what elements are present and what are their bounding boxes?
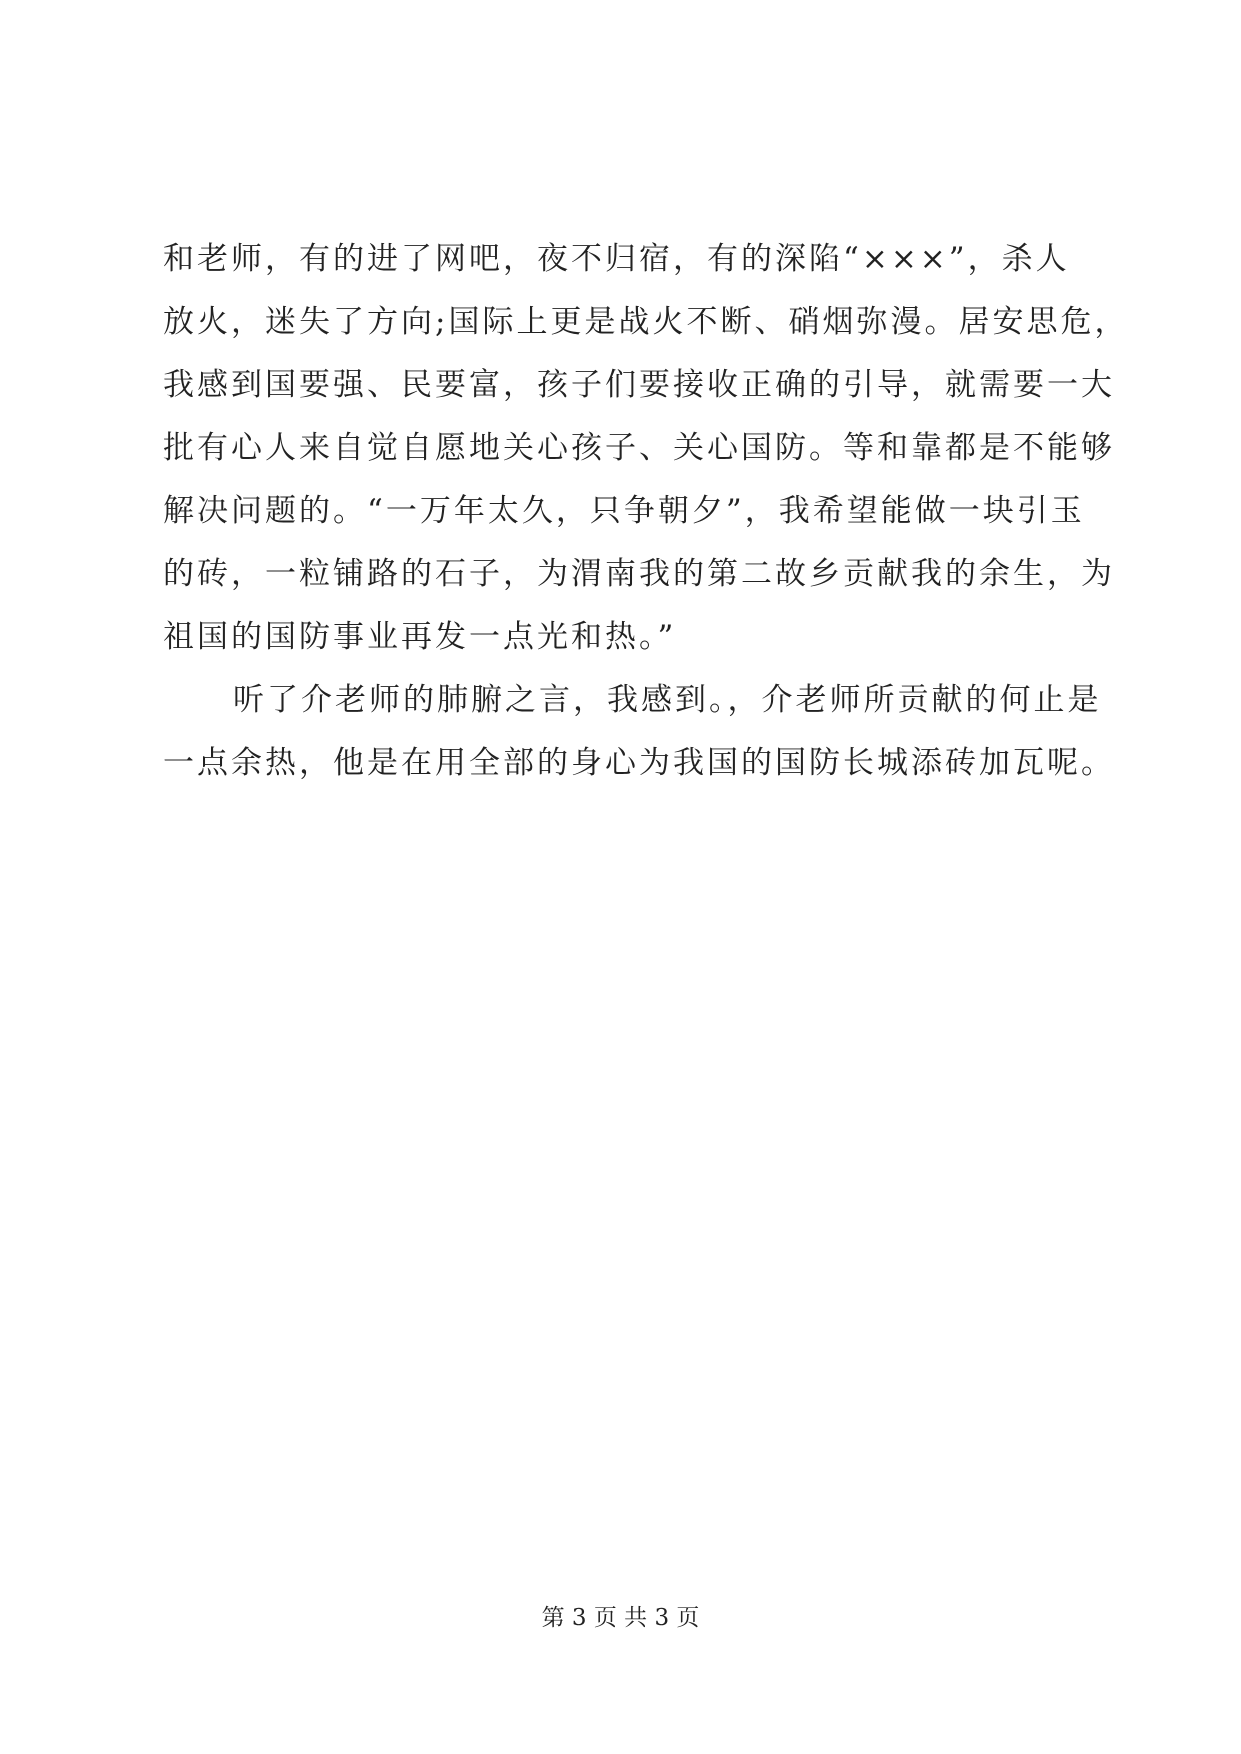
text-line: 批有心人来自觉自愿地关心孩子、关心国防。等和靠都是不能够 [163,430,1115,466]
text-line: 祖国的国防事业再发一点光和热。” [163,619,677,655]
paragraph-first-line: 听了介老师的肺腑之言，我感到。，介老师所贡献的何止是 [233,682,1102,718]
text-line: 解决问题的。“一万年太久，只争朝夕”，我希望能做一块引玉 [163,493,1085,529]
text-line: 一点余热，他是在用全部的身心为我国的国防长城添砖加瓦呢。 [163,745,1115,781]
text-line: 放火，迷失了方向;国际上更是战火不断、硝烟弥漫。居安思危， [163,304,1129,340]
text-line: 我感到国要强、民要富，孩子们要接收正确的引导，就需要一大 [163,367,1115,403]
page-footer: 第 3 页 共 3 页 [541,1605,700,1631]
text-line: 的砖，一粒铺路的石子，为渭南我的第二故乡贡献我的余生，为 [163,556,1115,592]
document-body [163,228,1129,795]
text-line: 和老师，有的进了网吧，夜不归宿，有的深陷“×××”，杀人 [163,241,1070,277]
